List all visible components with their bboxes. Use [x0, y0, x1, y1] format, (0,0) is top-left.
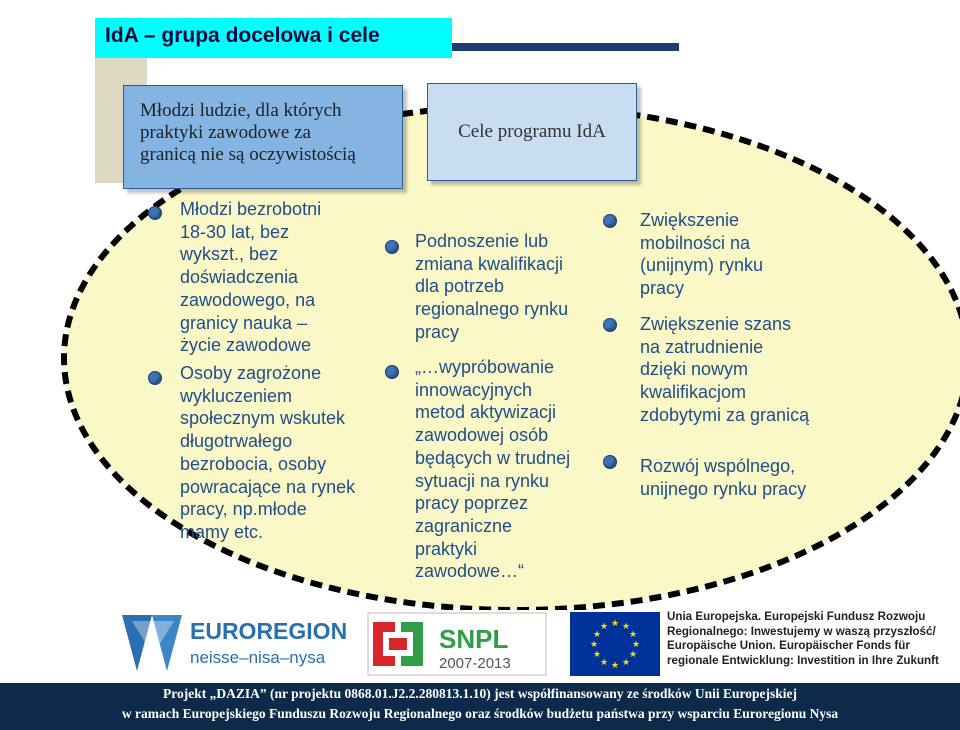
svg-text:★: ★	[592, 630, 602, 640]
target-group-line: granicą nie są oczywistością	[140, 144, 356, 165]
svg-text:★: ★	[621, 622, 631, 632]
text-line: granicy nauka –	[180, 312, 308, 333]
text-line: doświadczenia	[180, 267, 299, 288]
text-line: „…wypróbowanie	[415, 357, 555, 377]
svg-text:★: ★	[592, 650, 602, 660]
target-group-unemployed	[180, 198, 321, 357]
snpl-years: 2007-2013	[439, 655, 511, 672]
text-line: zagraniczne	[415, 515, 513, 536]
footer-line-2: w ramach Europejskiego Funduszu Rozwoju Regionalnego oraz środków budżetu państwa przy wsparciu Euroregionu Nysa	[121, 706, 839, 721]
bullet-icon	[603, 214, 617, 228]
target-group-excluded	[180, 362, 355, 544]
text-line: pracy poprzez	[415, 493, 529, 514]
svg-text:★: ★	[631, 640, 641, 650]
snpl-logo	[367, 612, 547, 676]
bullet-icon	[148, 206, 162, 220]
target-group-line: Młodzi ludzie, dla których	[140, 100, 342, 121]
text-line: 18-30 lat, bez	[180, 221, 290, 242]
text-line: pracy, np.młode	[180, 499, 307, 520]
text-line: Regionalnego: Inwestujemy w waszą przyszłość/	[667, 624, 936, 638]
euroregion-subtitle: neisse–nisa–nysa	[190, 648, 326, 667]
text-line: pracy	[640, 278, 685, 299]
text-line: Rozwój wspólnego,	[640, 456, 796, 476]
text-line: bezrobocia, osoby	[180, 453, 327, 474]
text-line: sytuacji na rynku	[415, 470, 550, 491]
svg-text:★: ★	[621, 658, 631, 668]
text-line: będących w trudnej	[415, 447, 571, 468]
text-line: Europäische Union. Europäischer Fonds für	[667, 639, 910, 653]
text-line: długotrwałego	[180, 431, 293, 452]
text-line: Osoby zagrożone	[180, 363, 322, 383]
text-line: wykszt., bez	[180, 244, 279, 265]
svg-text:★: ★	[599, 622, 609, 632]
target-group-line: praktyki zawodowe za	[140, 122, 311, 143]
bullet-icon	[603, 318, 617, 332]
text-line: Podnoszenie lub	[415, 231, 549, 251]
text-line: mamy etc.	[180, 521, 264, 542]
svg-text:★: ★	[589, 640, 599, 650]
goal-employment-chances	[640, 313, 809, 427]
text-line: wykluczeniem	[180, 385, 293, 406]
text-line: zdobytymi za granicą	[640, 404, 810, 425]
text-line: mobilności na	[640, 232, 751, 253]
euroregion-title: EUROREGION	[190, 618, 347, 644]
goal-common-market	[640, 455, 806, 500]
title-underline	[452, 43, 679, 51]
svg-text:★: ★	[628, 650, 638, 660]
footer	[0, 683, 960, 730]
text-line: kwalifikacjom	[640, 382, 747, 403]
text-line: Młodzi bezrobotni	[180, 199, 322, 219]
bullet-icon	[148, 371, 162, 385]
text-line: Zwiększenie szans	[640, 314, 792, 334]
text-line: regionalnego rynku	[415, 299, 569, 320]
text-line: na zatrudnienie	[640, 336, 764, 357]
goal-mobility	[640, 209, 763, 300]
bullet-icon	[385, 365, 399, 379]
page-title: IdA – grupa docelowa i cele	[105, 24, 380, 47]
euroregion-logo	[122, 613, 347, 675]
text-line: zawodowego, na	[180, 289, 316, 310]
text-line: Zwiększenie	[640, 210, 740, 230]
text-line: regionale Entwicklung: Investition in Ihre Zukunft	[667, 653, 939, 667]
eu-stars-icon	[570, 612, 660, 676]
svg-text:★: ★	[599, 658, 609, 668]
bullet-icon	[603, 455, 617, 469]
goal-qualifications	[415, 230, 568, 344]
footer-line-1: Projekt „DAZIA” (nr projektu 0868.01.J2.2.280813.1.10) jest współfinansowany ze środków Unii Europejskiej	[162, 686, 798, 701]
text-line: (unijnym) rynku	[640, 255, 764, 276]
text-line: społecznym wskutek	[180, 408, 346, 429]
text-line: unijnego rynku pracy	[640, 478, 807, 499]
text-line: życie zawodowe	[180, 335, 312, 356]
text-line: dzięki nowym	[640, 359, 749, 380]
text-line: zmiana kwalifikacji	[415, 253, 564, 274]
text-line: dla potrzeb	[415, 276, 505, 297]
program-goals-label: Cele programu IdA	[458, 121, 606, 142]
svg-text:★: ★	[610, 619, 620, 629]
svg-text:★: ★	[610, 661, 620, 671]
svg-text:★: ★	[628, 630, 638, 640]
text-line: praktyki	[415, 538, 478, 559]
eu-funding-text	[667, 610, 939, 668]
program-goals-box	[427, 83, 637, 181]
text-line: zawodowej osób	[415, 425, 549, 446]
text-line: metod aktywizacji	[415, 402, 557, 423]
text-line: powracające na rynek	[180, 476, 356, 497]
text-line: innowacyjnych	[415, 379, 533, 400]
target-group-box	[123, 85, 403, 189]
text-line: zawodowe…“	[415, 561, 525, 582]
goal-innovative-methods	[415, 356, 570, 583]
text-line: Unia Europejska. Europejski Fundusz Rozwoju	[667, 610, 926, 623]
text-line: pracy	[415, 321, 460, 342]
bullet-icon	[385, 240, 399, 254]
eu-flag	[570, 612, 660, 676]
snpl-title: SNPL	[439, 624, 509, 654]
